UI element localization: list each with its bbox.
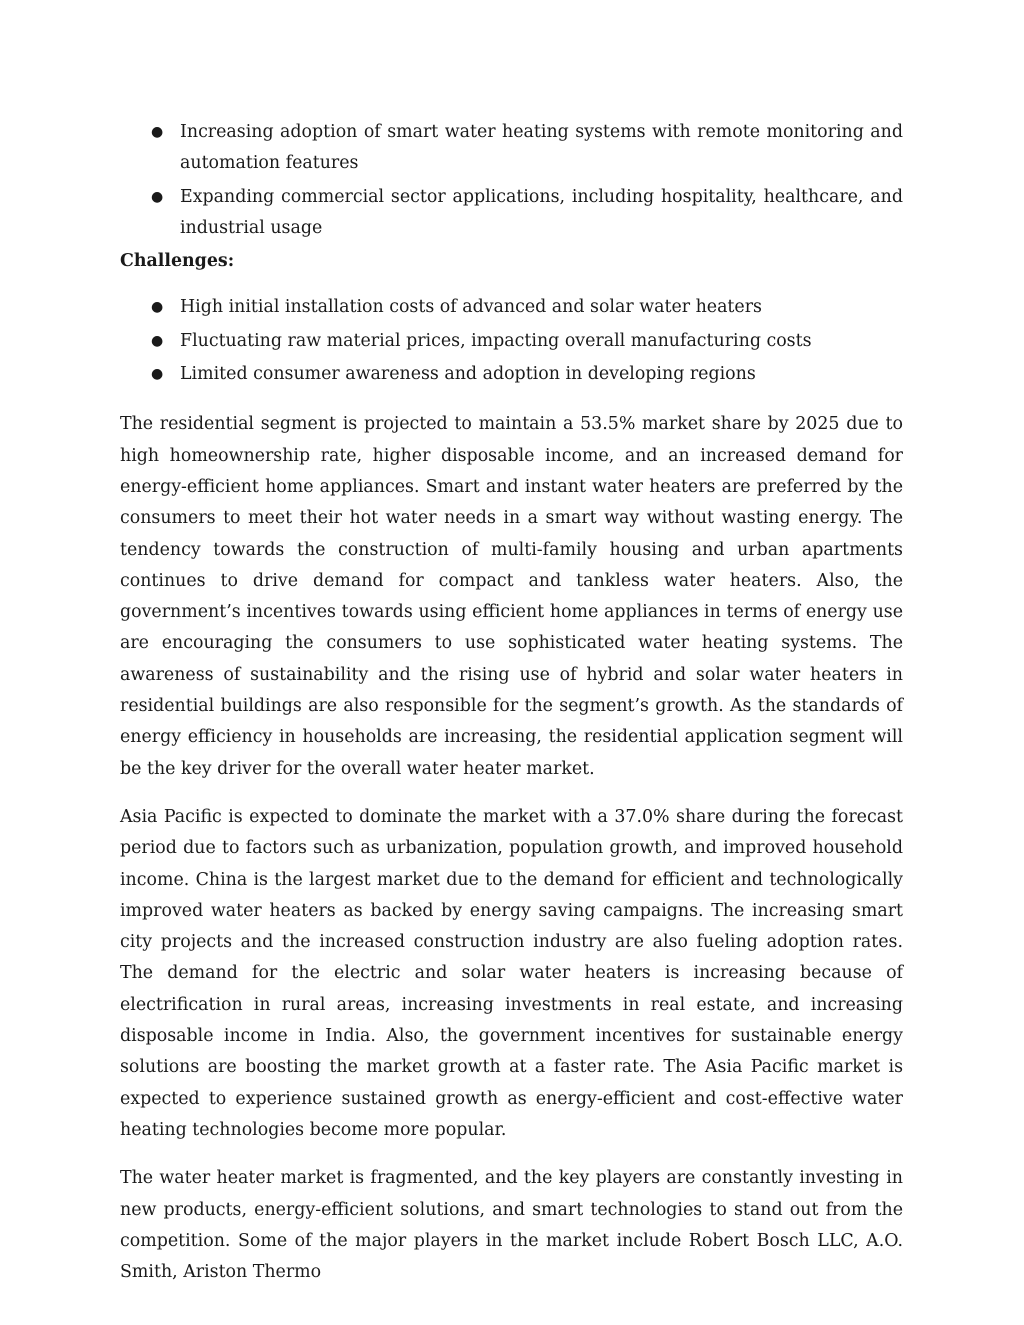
bullet-icon: ● bbox=[151, 366, 164, 383]
drivers-list bbox=[120, 117, 903, 244]
list-item bbox=[120, 326, 903, 357]
list-item-text: Limited consumer awareness and adoption in developing regions bbox=[180, 364, 756, 385]
bullet-icon: ● bbox=[151, 299, 164, 316]
bullet-icon: ● bbox=[151, 188, 164, 205]
list-item bbox=[120, 182, 903, 245]
challenges-list bbox=[120, 292, 903, 390]
competitive-landscape-paragraph: The water heater market is fragmented, and the key players are constantly investing in new products, energy-efficient solutions, and smart technologies to stand out from the competition. Some of the major players in the market include Robert Bosch LLC, A.O. Smith, Ariston Thermo bbox=[120, 1168, 903, 1283]
list-item-text: Fluctuating raw material prices, impacting overall manufacturing costs bbox=[180, 330, 812, 351]
list-item bbox=[120, 359, 903, 390]
bullet-icon: ● bbox=[151, 332, 164, 349]
bullet-icon: ● bbox=[151, 124, 164, 140]
asia-pacific-paragraph: Asia Pacific is expected to dominate the market with a 37.0% share during the forecast period due to factors such as urbanization, population growth, and improved household income. China is the largest market due to the demand for efficient and technologically improved water heaters as backed by energy saving campaigns. The increasing smart city projects and the increased construction industry are also fueling adoption rates. The demand for the electric and solar water heaters is increasing because of electrification in rural areas, increasing investments in real estate, and increasing disposable income in India. Also, the government incentives for sustainable energy solutions are boosting the market growth at a faster rate. The Asia Pacific market is expected to experience sustained growth as energy-efficient and cost-effective water heating technologies become more popular. bbox=[120, 806, 903, 1140]
list-item bbox=[120, 117, 903, 180]
challenges-heading: Challenges: bbox=[120, 251, 235, 272]
list-item-text: Increasing adoption of smart water heating systems with remote monitoring and automation features bbox=[180, 122, 903, 174]
document-page bbox=[120, 117, 903, 1288]
residential-segment-paragraph: The residential segment is projected to maintain a 53.5% market share by 2025 due to high homeownership rate, higher disposable income, and an increased demand for energy-efficient home appliances. Smart and instant water heaters are preferred by the consumers to meet their hot water needs in a smart way without wasting energy. The tendency towards the construction of multi-family housing and urban apartments continues to drive demand for compact and tankless water heaters. Also, the government’s incentives towards using efficient home appliances in terms of energy use are encouraging the consumers to use sophisticated water heating systems. The awareness of sustainability and the rising use of hybrid and solar water heaters in residential buildings are also responsible for the segment’s growth. As the standards of energy efficiency in households are increasing, the residential application segment will be the key driver for the overall water heater market. bbox=[120, 414, 903, 779]
list-item-text: Expanding commercial sector applications, including hospitality, healthcare, and industrial usage bbox=[180, 186, 903, 238]
list-item bbox=[120, 292, 903, 323]
list-item-text: High initial installation costs of advanced and solar water heaters bbox=[180, 297, 762, 318]
